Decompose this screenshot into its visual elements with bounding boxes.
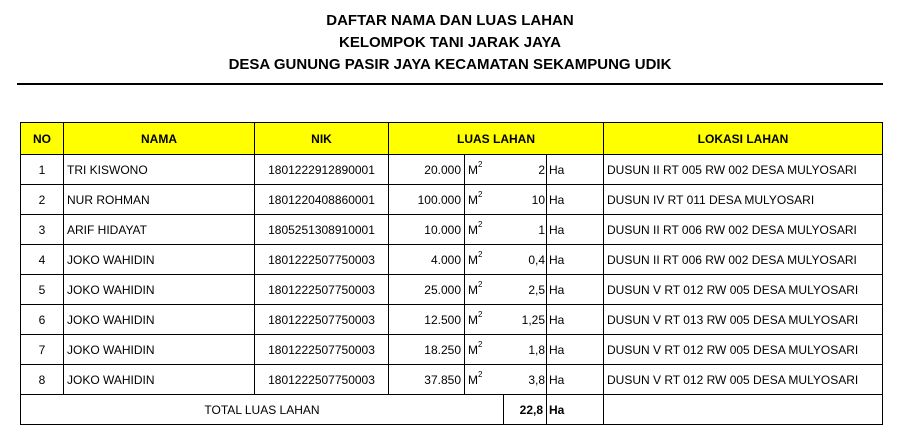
unit-m: M: [468, 163, 478, 177]
cell-luas-m2: 100.000: [389, 185, 465, 215]
cell-nik: 1801222507750003: [255, 305, 389, 335]
table-row: [21, 275, 883, 305]
title-underline: [17, 83, 883, 85]
total-row: [21, 395, 883, 425]
cell-luas-ha: 3,8: [504, 365, 547, 395]
cell-nama: JOKO WAHIDIN: [64, 365, 255, 395]
cell-unit-ha: Ha: [547, 185, 604, 215]
unit-m: M: [468, 313, 478, 327]
cell-unit-m2: [465, 305, 504, 335]
cell-nik: 1801222912890001: [255, 155, 389, 185]
unit-m: M: [468, 343, 478, 357]
table-row: [21, 335, 883, 365]
total-label: TOTAL LUAS LAHAN: [21, 395, 504, 425]
cell-no: 6: [21, 305, 64, 335]
title-line-2: KELOMPOK TANI JARAK JAYA: [339, 34, 561, 51]
cell-lokasi: DUSUN V RT 012 RW 005 DESA MULYOSARI: [604, 335, 883, 365]
table-body: [21, 155, 883, 395]
cell-lokasi: DUSUN V RT 013 RW 005 DESA MULYOSARI: [604, 305, 883, 335]
cell-lokasi: DUSUN IV RT 011 DESA MULYOSARI: [604, 185, 883, 215]
document-title-block: [0, 10, 900, 76]
cell-unit-m2: [465, 245, 504, 275]
total-empty-cell: [604, 395, 883, 425]
table-row: [21, 365, 883, 395]
cell-no: 4: [21, 245, 64, 275]
header-nama: NAMA: [64, 123, 255, 155]
unit-m: M: [468, 253, 478, 267]
cell-unit-ha: Ha: [547, 305, 604, 335]
cell-nama: JOKO WAHIDIN: [64, 335, 255, 365]
cell-unit-ha: Ha: [547, 365, 604, 395]
cell-nama: TRI KISWONO: [64, 155, 255, 185]
unit-m: M: [468, 223, 478, 237]
table-row: [21, 185, 883, 215]
cell-nik: 1801222507750003: [255, 245, 389, 275]
cell-unit-ha: Ha: [547, 275, 604, 305]
cell-nik: 1801220408860001: [255, 185, 389, 215]
cell-luas-ha: 1: [504, 215, 547, 245]
cell-luas-m2: 4.000: [389, 245, 465, 275]
cell-lokasi: DUSUN II RT 006 RW 002 DESA MULYOSARI: [604, 215, 883, 245]
cell-luas-m2: 18.250: [389, 335, 465, 365]
cell-unit-ha: Ha: [547, 335, 604, 365]
cell-luas-m2: 37.850: [389, 365, 465, 395]
cell-nama: JOKO WAHIDIN: [64, 305, 255, 335]
cell-nama: JOKO WAHIDIN: [64, 245, 255, 275]
cell-nama: JOKO WAHIDIN: [64, 275, 255, 305]
cell-luas-ha: 0,4: [504, 245, 547, 275]
cell-unit-ha: Ha: [547, 245, 604, 275]
title-line-3: DESA GUNUNG PASIR JAYA KECAMATAN SEKAMPUNG UDIK: [228, 56, 672, 73]
title-line-1: DAFTAR NAMA DAN LUAS LAHAN: [326, 12, 574, 29]
unit-sup: 2: [478, 280, 483, 289]
unit-sup: 2: [478, 190, 483, 199]
cell-luas-m2: 10.000: [389, 215, 465, 245]
cell-nama: ARIF HIDAYAT: [64, 215, 255, 245]
cell-luas-ha: 1,25: [504, 305, 547, 335]
header-lokasi: LOKASI LAHAN: [604, 123, 883, 155]
unit-sup: 2: [478, 220, 483, 229]
cell-no: 2: [21, 185, 64, 215]
cell-luas-ha: 2,5: [504, 275, 547, 305]
cell-nik: 1801222507750003: [255, 275, 389, 305]
table-row: [21, 305, 883, 335]
cell-unit-m2: [465, 365, 504, 395]
cell-nik: 1805251308910001: [255, 215, 389, 245]
total-unit: Ha: [547, 395, 604, 425]
cell-luas-m2: 25.000: [389, 275, 465, 305]
header-luas-lahan: LUAS LAHAN: [389, 123, 604, 155]
cell-no: 8: [21, 365, 64, 395]
cell-nama: NUR ROHMAN: [64, 185, 255, 215]
cell-lokasi: DUSUN II RT 005 RW 002 DESA MULYOSARI: [604, 155, 883, 185]
cell-unit-m2: [465, 185, 504, 215]
cell-no: 3: [21, 215, 64, 245]
land-table: [20, 122, 883, 425]
cell-lokasi: DUSUN V RT 012 RW 005 DESA MULYOSARI: [604, 275, 883, 305]
table-row: [21, 155, 883, 185]
unit-m: M: [468, 283, 478, 297]
header-no: NO: [21, 123, 64, 155]
unit-sup: 2: [478, 310, 483, 319]
cell-luas-ha: 2: [504, 155, 547, 185]
unit-m: M: [468, 373, 478, 387]
cell-nik: 1801222507750003: [255, 335, 389, 365]
cell-unit-m2: [465, 215, 504, 245]
cell-no: 7: [21, 335, 64, 365]
cell-lokasi: DUSUN II RT 006 RW 002 DESA MULYOSARI: [604, 245, 883, 275]
unit-sup: 2: [478, 340, 483, 349]
cell-luas-ha: 1,8: [504, 335, 547, 365]
cell-unit-m2: [465, 275, 504, 305]
cell-lokasi: DUSUN V RT 012 RW 005 DESA MULYOSARI: [604, 365, 883, 395]
unit-sup: 2: [478, 160, 483, 169]
unit-sup: 2: [478, 250, 483, 259]
header-nik: NIK: [255, 123, 389, 155]
cell-unit-m2: [465, 155, 504, 185]
cell-unit-ha: Ha: [547, 155, 604, 185]
cell-luas-ha: 10: [504, 185, 547, 215]
table-row: [21, 215, 883, 245]
cell-luas-m2: 12.500: [389, 305, 465, 335]
cell-no: 1: [21, 155, 64, 185]
header-row: [21, 123, 883, 155]
unit-m: M: [468, 193, 478, 207]
total-value: 22,8: [504, 395, 547, 425]
cell-no: 5: [21, 275, 64, 305]
cell-nik: 1801222507750003: [255, 365, 389, 395]
unit-sup: 2: [478, 370, 483, 379]
cell-unit-ha: Ha: [547, 215, 604, 245]
cell-luas-m2: 20.000: [389, 155, 465, 185]
cell-unit-m2: [465, 335, 504, 365]
table-row: [21, 245, 883, 275]
